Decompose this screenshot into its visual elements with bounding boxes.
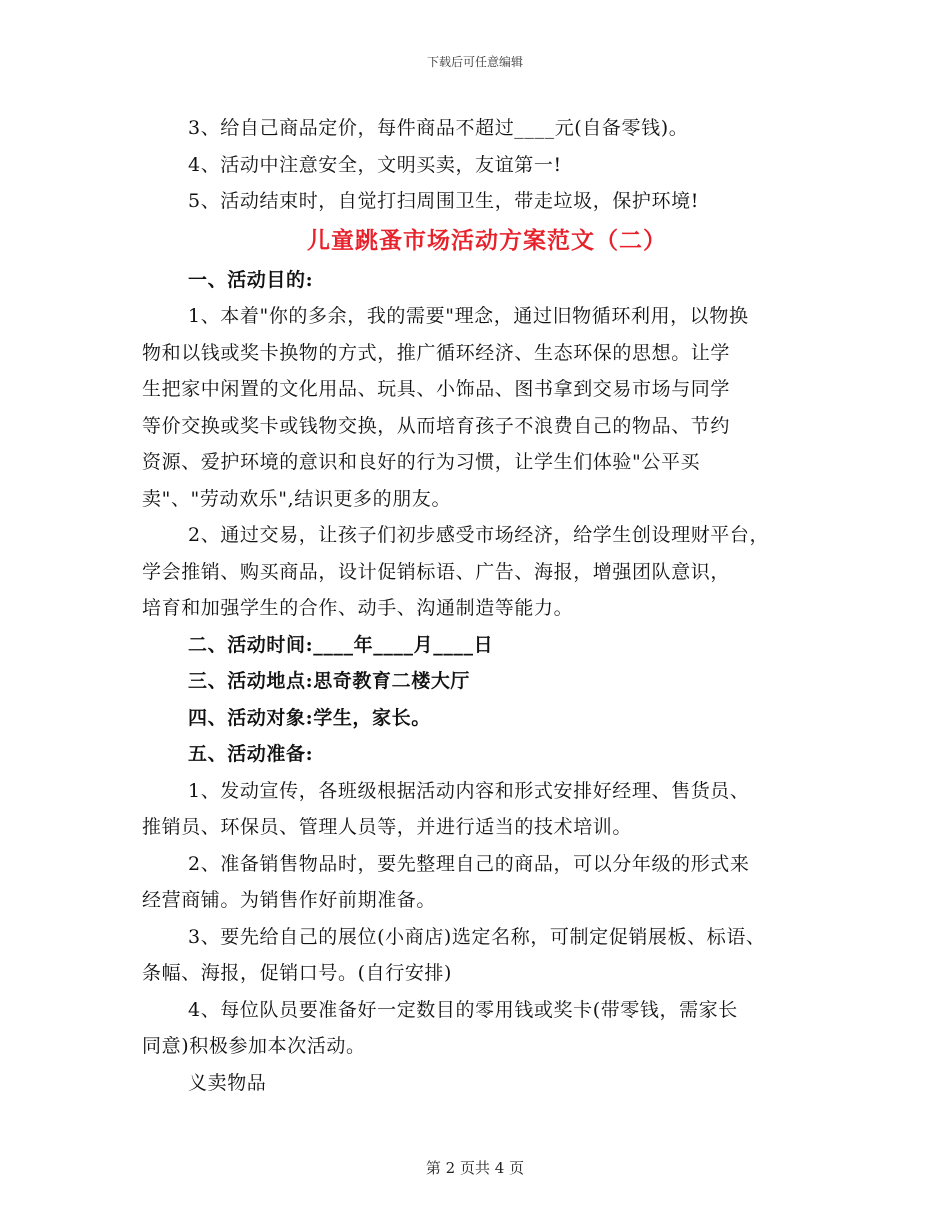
paragraph-line: 物和以钱或奖卡换物的方式，推广循环经济、生态环保的思想。让学 xyxy=(142,341,731,364)
paragraph-line: 5、活动结束时，自觉打扫周围卫生，带走垃圾，保护环境! xyxy=(188,190,699,212)
page-number: 第 2 页共 4 页 xyxy=(425,1159,525,1177)
paragraph-line: 3、给自己商品定价，每件商品不超过____元(自备零钱)。 xyxy=(188,117,689,139)
charity-goods-line: 义卖物品 xyxy=(188,1071,267,1094)
paragraph-line: 等价交换或奖卡或钱物交换，从而培育孩子不浪费自己的物品、节约 xyxy=(142,414,731,437)
paragraph-line: 资源、爱护环境的意识和良好的行为习惯，让学生们体验"公平买 xyxy=(142,451,701,473)
section-heading-place: 三、活动地点:思奇教育二楼大厅 xyxy=(188,670,471,692)
paragraph-line: 学会推销、购买商品，设计促销标语、广告、海报，增强团队意识， xyxy=(142,560,731,583)
paragraph-line: 2、准备销售物品时，要先整理自己的商品，可以分年级的形式来 xyxy=(188,852,750,875)
purpose-paragraph-1 xyxy=(142,298,832,517)
prep-item-4 xyxy=(142,992,832,1065)
prep-item-3 xyxy=(142,919,832,992)
purpose-paragraph-2 xyxy=(142,517,832,627)
section-heading-preparation: 五、活动准备: xyxy=(188,743,314,765)
paragraph-line: 2、通过交易，让孩子们初步感受市场经济，给学生创设理财平台， xyxy=(188,524,770,546)
document-title: 儿童跳蚤市场活动方案范文（二） xyxy=(307,226,667,254)
paragraph-line: 4、每位队员要准备好一定数目的零用钱或奖卡(带零钱，需家长 xyxy=(188,998,738,1021)
prep-item-1 xyxy=(142,773,832,846)
paragraph-line: 卖"、"劳动欢乐",结识更多的朋友。 xyxy=(142,487,452,510)
document-body xyxy=(142,110,832,1101)
section-heading-time: 二、活动时间:____年____月____日 xyxy=(188,633,494,656)
section-heading-purpose: 一、活动目的: xyxy=(188,268,314,291)
paragraph-line: 生把家中闲置的文化用品、玩具、小饰品、图书拿到交易市场与同学 xyxy=(142,378,731,400)
paragraph-line: 1、发动宣传，各班级根据活动内容和形式安排好经理、售货员、 xyxy=(188,779,750,802)
section-heading-target: 四、活动对象:学生，家长。 xyxy=(188,706,431,729)
prep-item-2 xyxy=(142,846,832,919)
paragraph-line: 同意)积极参加本次活动。 xyxy=(142,1035,366,1057)
paragraph-line: 培育和加强学生的合作、动手、沟通制造等能力。 xyxy=(142,597,574,619)
paragraph-line: 经营商铺。为销售作好前期准备。 xyxy=(142,889,437,911)
paragraph-line: 条幅、海报，促销口号。(自行安排) xyxy=(142,962,453,984)
paragraph-line: 1、本着"你的多余，我的需要"理念，通过旧物循环利用，以物换 xyxy=(188,305,749,327)
paragraph-line: 3、要先给自己的展位(小商店)选定名称，可制定促销展板、标语、 xyxy=(188,925,766,948)
paragraph-line: 推销员、环保员、管理人员等，并进行适当的技术培训。 xyxy=(142,816,633,838)
page-header-note: 下载后可任意编辑 xyxy=(426,55,523,69)
paragraph-line: 4、活动中注意安全，文明买卖，友谊第一! xyxy=(188,153,562,176)
